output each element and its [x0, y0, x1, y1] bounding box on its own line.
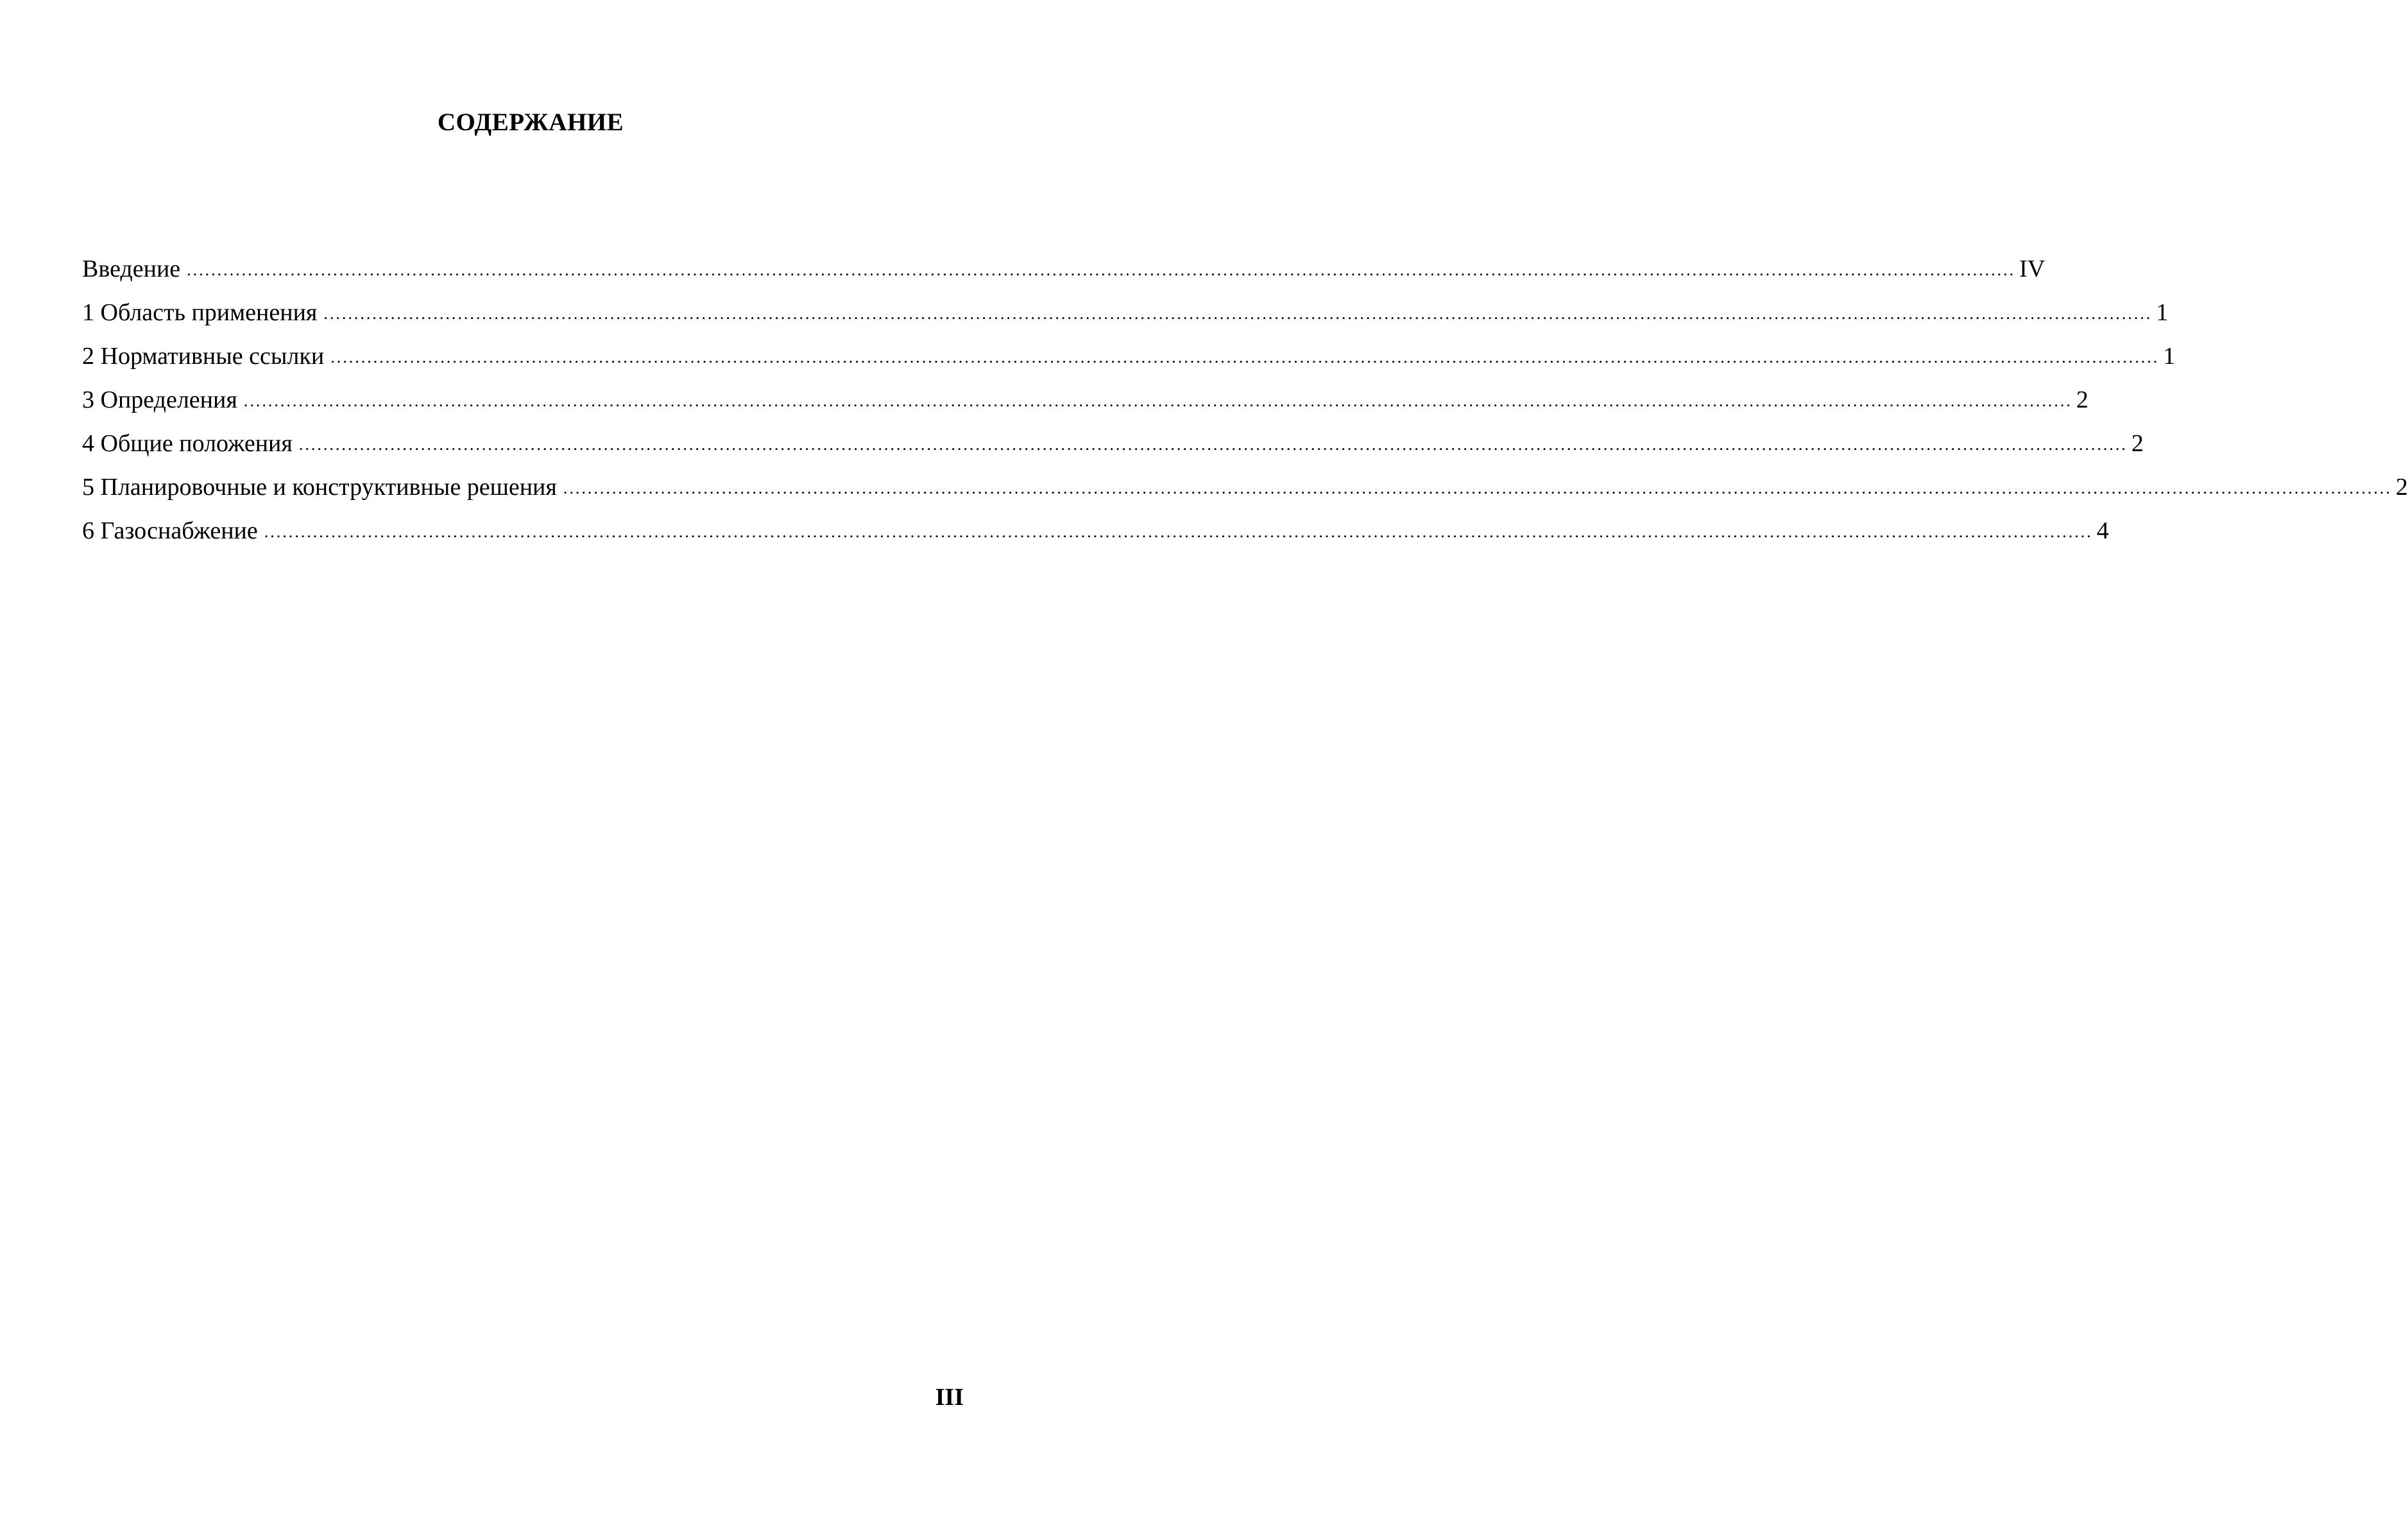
toc-entry[interactable] [82, 334, 2176, 378]
toc-entry-label: 6 Газоснабжение [82, 517, 258, 544]
toc-entry[interactable] [82, 422, 2144, 465]
toc-entry-label: 4 Общие положения [82, 430, 293, 457]
toc-entry-label: 3 Определения [82, 386, 237, 413]
toc-dot-leader: ............................................................................................................................................................................................................................................................................................................ [187, 261, 2016, 279]
toc-entry-page: 2 [2131, 430, 2144, 457]
toc-entry-page: 4 [2096, 517, 2109, 544]
toc-entry[interactable] [82, 291, 2169, 334]
toc-dot-leader: ............................................................................................................................................................................................................................................................................................................ [330, 348, 2160, 366]
toc-entry-page: IV [2019, 255, 2045, 282]
toc-entry-label: Введение [82, 255, 181, 282]
page-title: СОДЕРЖАНИЕ [437, 108, 624, 136]
table-of-contents [82, 247, 2408, 553]
toc-entry[interactable] [82, 465, 2408, 509]
toc-dot-leader: ............................................................................................................................................................................................................................................................................................................ [243, 392, 2072, 410]
toc-entry-page: 2 [2076, 386, 2088, 413]
toc-dot-leader: ............................................................................................................................................................................................................................................................................................................ [563, 479, 2392, 497]
toc-entry[interactable] [82, 509, 2109, 553]
toc-dot-leader: ............................................................................................................................................................................................................................................................................................................ [264, 522, 2093, 541]
toc-entry[interactable] [82, 247, 2045, 291]
toc-entry[interactable] [82, 378, 2088, 422]
toc-entry-label: 5 Планировочные и конструктивные решения [82, 474, 557, 501]
page-number: III [935, 1384, 964, 1411]
toc-entry-page: 2 [2395, 474, 2408, 501]
toc-entry-label: 2 Нормативные ссылки [82, 343, 325, 370]
toc-entry-page: 1 [2156, 299, 2169, 326]
toc-entry-label: 1 Область применения [82, 299, 318, 326]
toc-entry-page: 1 [2163, 343, 2176, 370]
toc-dot-leader: ............................................................................................................................................................................................................................................................................................................ [298, 435, 2128, 454]
toc-dot-leader: ............................................................................................................................................................................................................................................................................................................ [323, 304, 2153, 323]
